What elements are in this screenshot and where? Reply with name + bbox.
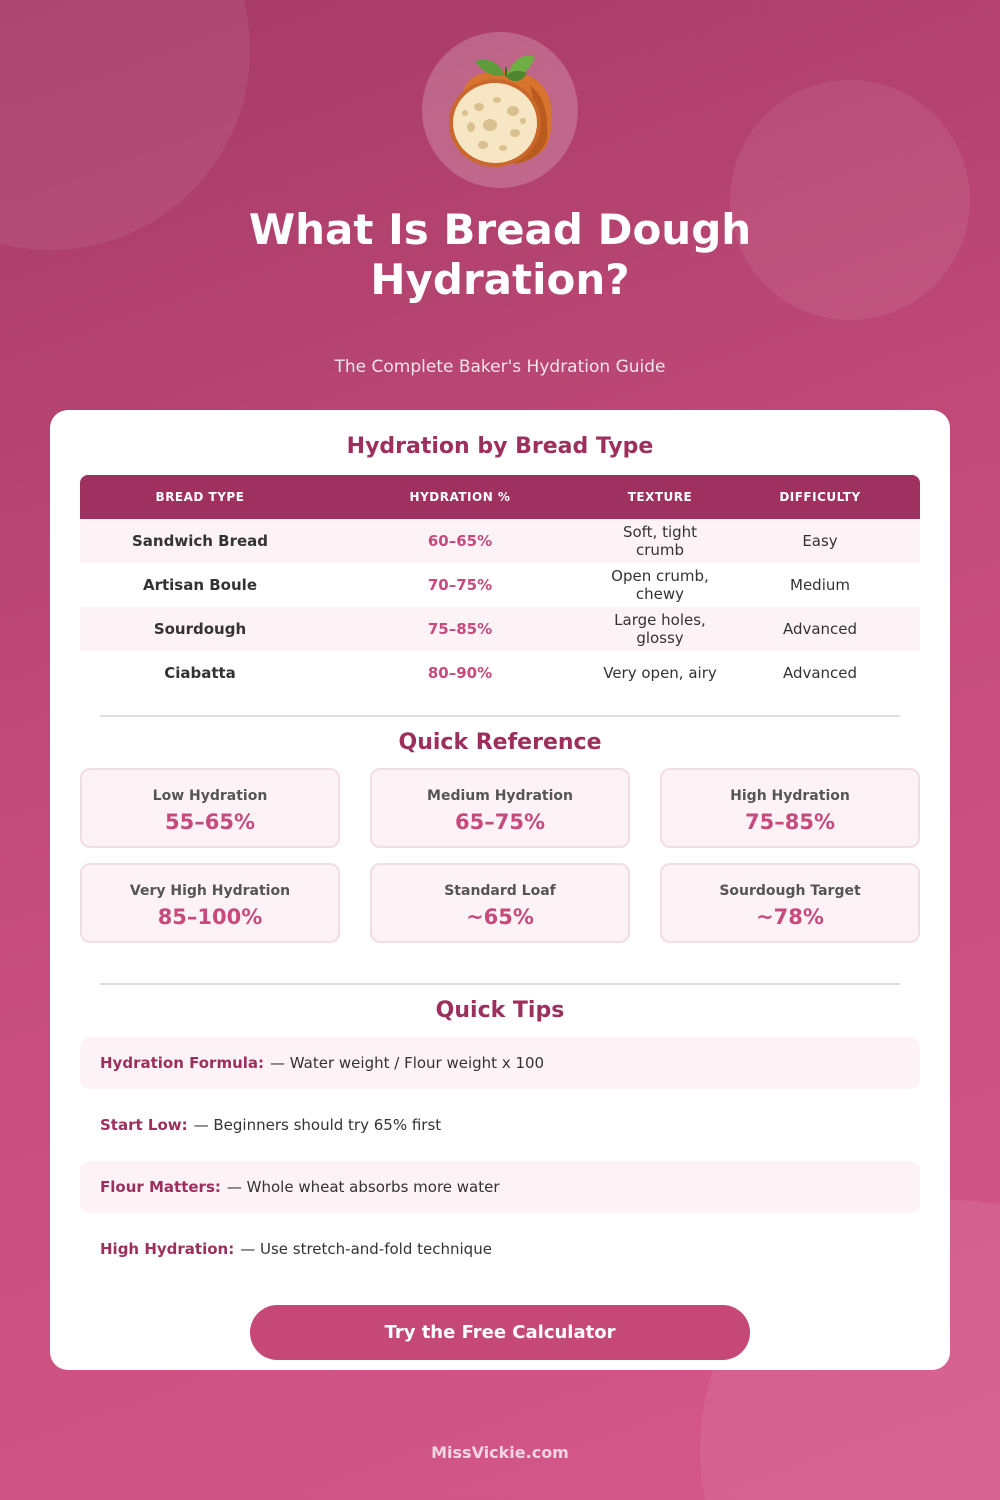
tip-label: Start Low: bbox=[100, 1116, 188, 1134]
reference-card-standard-loaf bbox=[370, 863, 630, 943]
reference-label: Sourdough Target bbox=[719, 883, 861, 899]
table-row bbox=[80, 519, 920, 563]
texture-cell: Large holes, glossy bbox=[614, 611, 706, 647]
hydration-cell: 60–65% bbox=[427, 532, 493, 550]
bread-type-cell: Sandwich Bread bbox=[132, 532, 268, 550]
difficulty-cell: Medium bbox=[790, 576, 850, 594]
tip-text: — Beginners should try 65% first bbox=[193, 1116, 442, 1134]
difficulty-cell: Advanced bbox=[782, 664, 858, 682]
page-title bbox=[0, 205, 1000, 305]
tip-item bbox=[80, 1037, 920, 1089]
section-divider bbox=[100, 715, 900, 717]
section-title-quick-tips: Quick Tips bbox=[435, 998, 565, 1023]
texture-cell: Very open, airy bbox=[603, 664, 717, 682]
tip-item bbox=[80, 1161, 920, 1213]
reference-value: 75–85% bbox=[745, 810, 835, 834]
reference-label: High Hydration bbox=[730, 788, 850, 804]
page-title-line-2: Hydration? bbox=[370, 255, 630, 304]
difficulty-cell: Advanced bbox=[782, 620, 858, 638]
page-title-line-1: What Is Bread Dough bbox=[248, 205, 752, 254]
page-subtitle: The Complete Baker's Hydration Guide bbox=[334, 357, 666, 377]
tip-item bbox=[80, 1223, 920, 1275]
reference-value: 55–65% bbox=[165, 810, 255, 834]
tip-text: — Whole wheat absorbs more water bbox=[226, 1178, 500, 1196]
try-calculator-button[interactable]: Try the Free Calculator bbox=[250, 1305, 750, 1360]
reference-value: ~78% bbox=[756, 905, 824, 929]
tip-text: — Use stretch-and-fold technique bbox=[240, 1240, 492, 1258]
reference-card-very-high bbox=[80, 863, 340, 943]
reference-label: Low Hydration bbox=[152, 788, 268, 804]
table-row bbox=[80, 563, 920, 607]
reference-card-sourdough-target bbox=[660, 863, 920, 943]
reference-value: 65–75% bbox=[455, 810, 545, 834]
bread-loaf-icon bbox=[422, 32, 578, 188]
table-header-row bbox=[80, 475, 920, 519]
texture-cell: Soft, tight crumb bbox=[622, 523, 698, 559]
tip-item bbox=[80, 1099, 920, 1151]
footer-site-link[interactable]: MissVickie.com bbox=[431, 1443, 569, 1462]
reference-card-medium bbox=[370, 768, 630, 848]
reference-label: Very High Hydration bbox=[129, 883, 291, 899]
table-row bbox=[80, 607, 920, 651]
hydration-table bbox=[80, 475, 920, 695]
bread-type-cell: Ciabatta bbox=[164, 664, 236, 682]
tip-label: High Hydration: bbox=[100, 1240, 235, 1258]
table-row bbox=[80, 651, 920, 695]
bread-type-cell: Artisan Boule bbox=[142, 576, 257, 594]
reference-label: Medium Hydration bbox=[427, 788, 573, 804]
texture-cell: Open crumb, chewy bbox=[611, 567, 709, 603]
reference-value: ~65% bbox=[466, 905, 534, 929]
tip-text: — Water weight / Flour weight x 100 bbox=[270, 1054, 545, 1072]
content-card bbox=[50, 410, 950, 1370]
reference-label: Standard Loaf bbox=[444, 883, 556, 899]
hydration-cell: 80–90% bbox=[427, 664, 493, 682]
reference-card-high bbox=[660, 768, 920, 848]
column-header-bread-type: BREAD TYPE bbox=[155, 490, 245, 504]
reference-card-low bbox=[80, 768, 340, 848]
section-title-quick-reference: Quick Reference bbox=[398, 730, 602, 755]
difficulty-cell: Easy bbox=[802, 532, 838, 550]
tip-label: Flour Matters: bbox=[100, 1178, 221, 1196]
column-header-texture: TEXTURE bbox=[627, 490, 693, 504]
column-header-hydration: HYDRATION % bbox=[409, 490, 511, 504]
tip-label: Hydration Formula: bbox=[100, 1054, 265, 1072]
reference-value: 85–100% bbox=[157, 905, 263, 929]
bread-type-cell: Sourdough bbox=[153, 620, 247, 638]
section-divider bbox=[100, 983, 900, 985]
hydration-cell: 70–75% bbox=[427, 576, 493, 594]
section-title-bread-type: Hydration by Bread Type bbox=[346, 434, 654, 459]
column-header-difficulty: DIFFICULTY bbox=[779, 490, 861, 504]
hydration-cell: 75–85% bbox=[427, 620, 493, 638]
